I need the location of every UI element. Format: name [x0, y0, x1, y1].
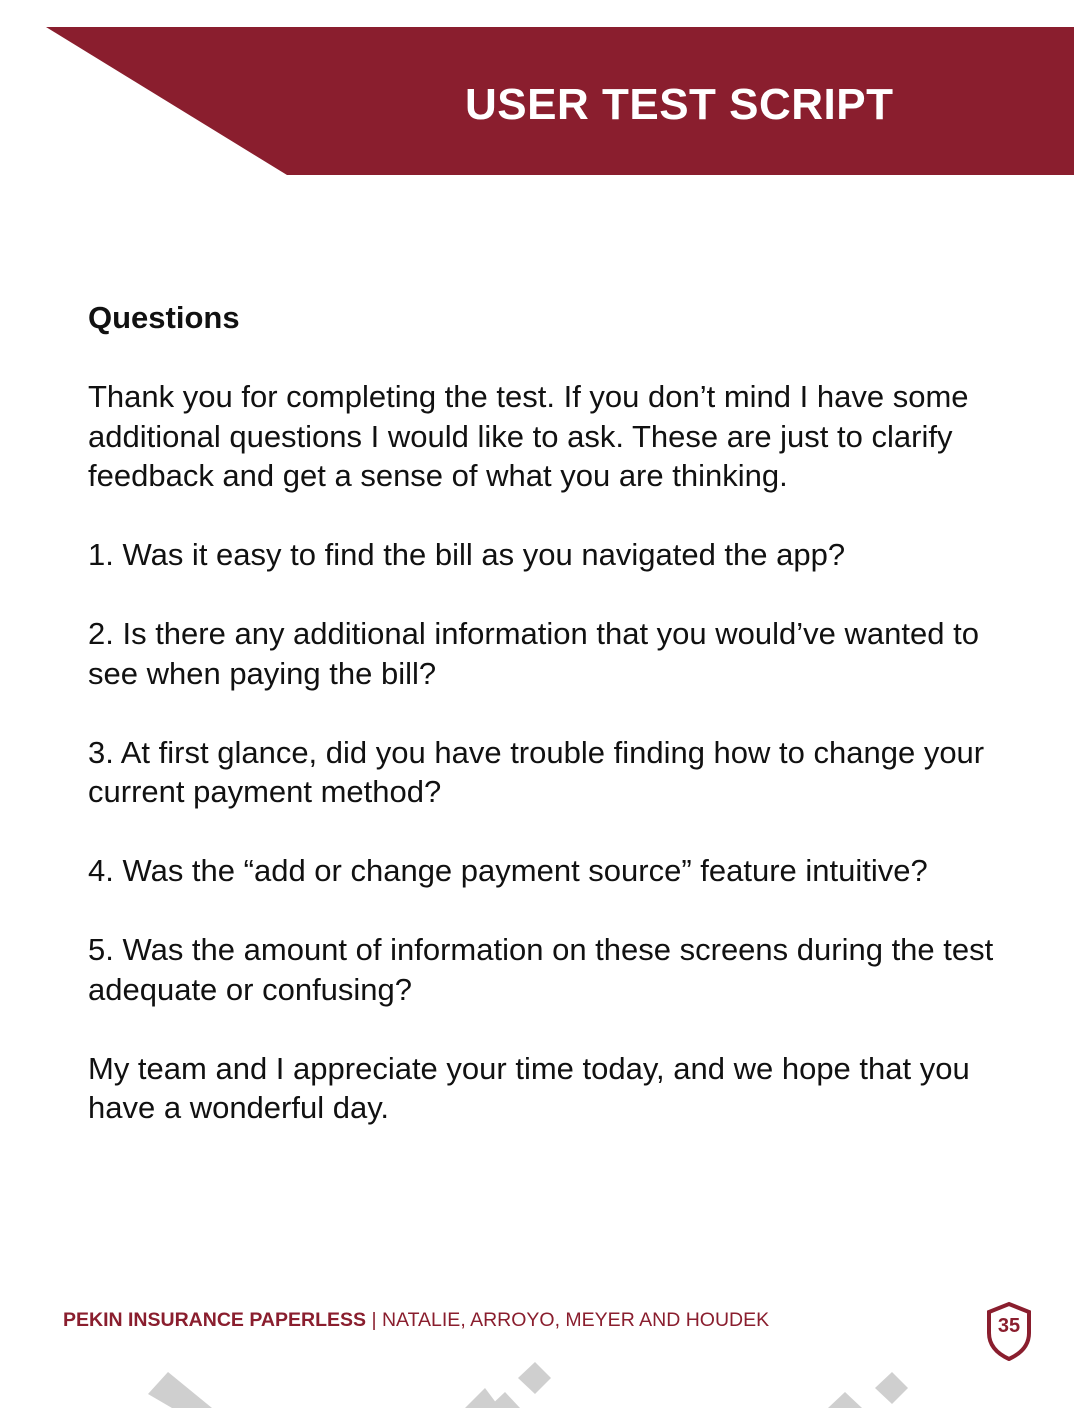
document-body: [88, 298, 1008, 1167]
page-title: USER TEST SCRIPT: [465, 80, 894, 129]
question-2: 2. Is there any additional information that you would’ve wanted to see when paying the bill?: [88, 616, 979, 691]
footer-authors: NATALIE, ARROYO, MEYER AND HOUDEK: [381, 1309, 770, 1331]
footer: [63, 1309, 769, 1332]
question-1: 1. Was it easy to find the bill as you navigated the app?: [88, 537, 846, 572]
question-3: 3. At first glance, did you have trouble finding how to change your current payment method?: [88, 734, 985, 809]
section-heading: Questions: [88, 300, 240, 335]
closing-paragraph: My team and I appreciate your time today, and we hope that you have a wonderful day.: [88, 1050, 970, 1125]
decorative-pattern: [0, 1340, 1074, 1408]
footer-separator: |: [366, 1309, 382, 1331]
question-4: 4. Was the “add or change payment source” feature intuitive?: [88, 853, 928, 888]
question-5: 5. Was the amount of information on these screens during the test adequate or confusing?: [88, 932, 994, 1007]
page-number: 35: [997, 1315, 1021, 1337]
intro-paragraph: Thank you for completing the test. If you don’t mind I have some additional questions I would like to ask. These are just to clarify feedback and get a sense of what you are thinking.: [88, 379, 969, 493]
footer-brand: PEKIN INSURANCE PAPERLESS: [63, 1309, 367, 1331]
